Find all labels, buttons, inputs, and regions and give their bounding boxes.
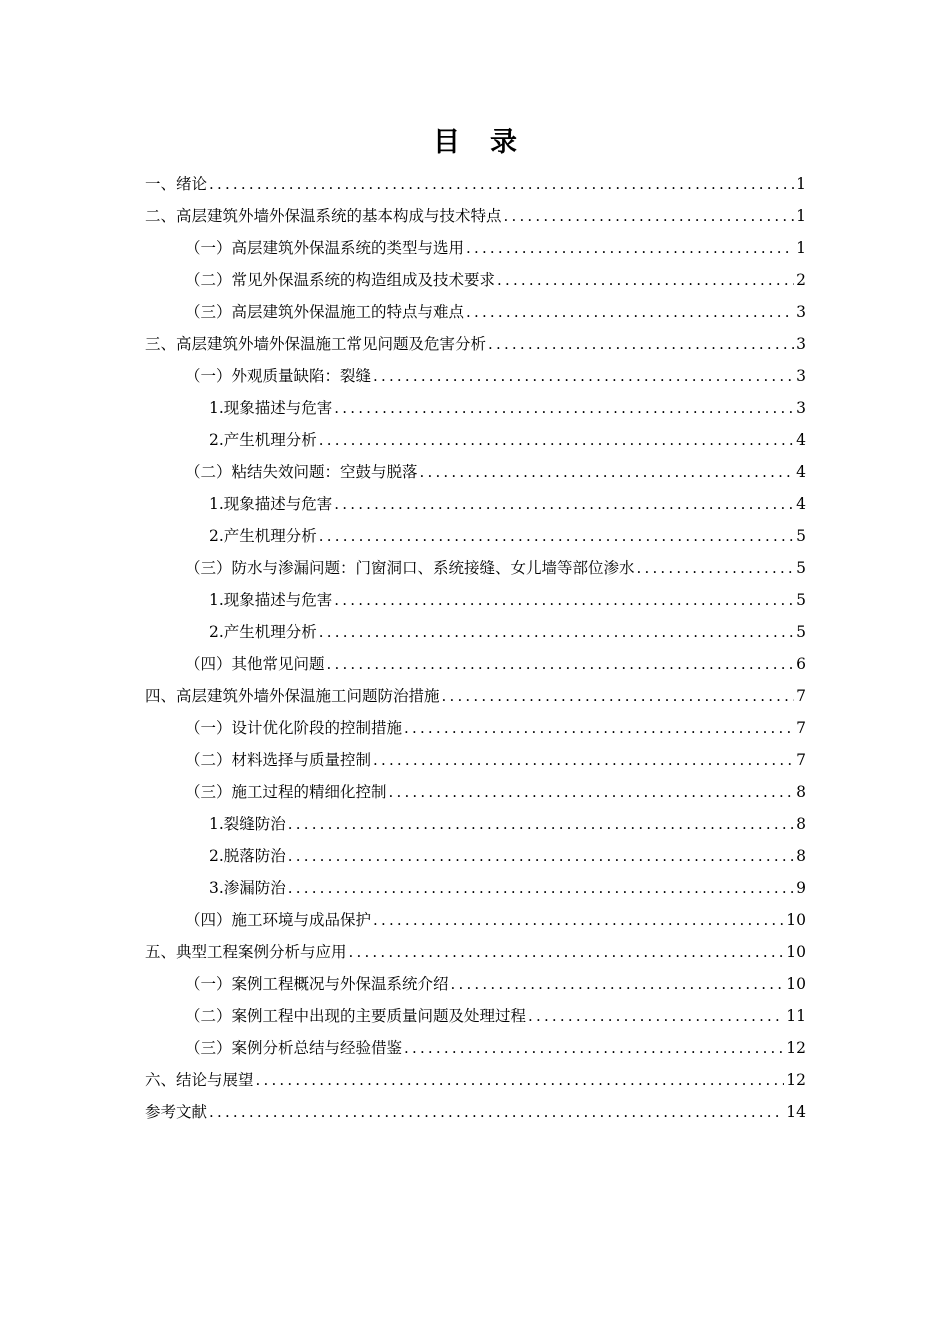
- toc-leader-dots: [373, 360, 794, 392]
- toc-entry: [145, 904, 806, 936]
- toc-entry: [145, 680, 806, 712]
- toc-entry-text: 参考文献: [145, 1103, 208, 1121]
- toc-entry: [145, 936, 806, 968]
- toc-leader-dots: [319, 424, 794, 456]
- toc-page-number: 7: [796, 719, 806, 737]
- toc-entry: [145, 584, 806, 616]
- toc-entry: [145, 328, 806, 360]
- toc-entry-text: 五、典型工程案例分析与应用: [145, 943, 347, 961]
- toc-entry: [145, 296, 806, 328]
- toc-page-number: 9: [796, 879, 806, 897]
- toc-leader-dots: [466, 232, 794, 264]
- toc-page-number: 11: [786, 1007, 806, 1025]
- toc-leader-dots: [389, 776, 795, 808]
- toc-page-number: 5: [796, 623, 806, 641]
- toc-entry: [145, 392, 806, 424]
- toc-leader-dots: [209, 1096, 784, 1128]
- toc-entry: [145, 424, 806, 456]
- toc-page-number: 3: [796, 367, 806, 385]
- toc-entry-text: 六、结论与展望: [145, 1071, 254, 1089]
- toc-page-number: 7: [796, 751, 806, 769]
- toc-leader-dots: [334, 488, 794, 520]
- toc-page-number: 5: [796, 559, 806, 577]
- toc-leader-dots: [334, 584, 794, 616]
- toc-page-number: 1: [796, 175, 806, 193]
- toc-page-number: 7: [796, 687, 806, 705]
- toc-entry-text: 1.裂缝防治: [209, 815, 286, 833]
- toc-page-number: 2: [796, 271, 806, 289]
- toc-entry-text: 2.产生机理分析: [209, 431, 317, 449]
- toc-page-number: 10: [786, 911, 806, 929]
- toc-entry-text: （二）粘结失效问题：空鼓与脱落: [185, 463, 418, 481]
- toc-page-number: 12: [786, 1039, 806, 1057]
- toc-entry-text: （二）常见外保温系统的构造组成及技术要求: [185, 271, 496, 289]
- toc-entry: [145, 1096, 806, 1128]
- toc-page-number: 10: [786, 975, 806, 993]
- toc-entry: [145, 1032, 806, 1064]
- toc-entry: [145, 232, 806, 264]
- toc-entry: [145, 840, 806, 872]
- toc-page-number: 5: [796, 591, 806, 609]
- toc-leader-dots: [451, 968, 785, 1000]
- toc-leader-dots: [637, 552, 795, 584]
- toc-leader-dots: [209, 168, 794, 200]
- toc-list: [145, 168, 806, 1128]
- toc-entry-text: （三）高层建筑外保温施工的特点与难点: [185, 303, 465, 321]
- toc-entry: [145, 520, 806, 552]
- toc-page-number: 4: [796, 431, 806, 449]
- toc-entry: [145, 456, 806, 488]
- toc-leader-dots: [404, 1032, 784, 1064]
- toc-entry-text: （一）高层建筑外保温系统的类型与选用: [185, 239, 465, 257]
- toc-page-number: 6: [796, 655, 806, 673]
- toc-leader-dots: [466, 296, 794, 328]
- toc-entry-text: （二）案例工程中出现的主要质量问题及处理过程: [185, 1007, 527, 1025]
- toc-page-number: 3: [796, 335, 806, 353]
- toc-entry: [145, 1064, 806, 1096]
- toc-leader-dots: [373, 744, 794, 776]
- toc-entry: [145, 488, 806, 520]
- toc-entry-text: 3.渗漏防治: [209, 879, 286, 897]
- toc-leader-dots: [334, 392, 794, 424]
- toc-entry-text: 1.现象描述与危害: [209, 495, 333, 513]
- toc-page-number: 1: [796, 207, 806, 225]
- toc-page-number: 10: [786, 943, 806, 961]
- toc-page-number: 4: [796, 495, 806, 513]
- toc-entry-text: （四）其他常见问题: [185, 655, 325, 673]
- toc-entry-text: （三）防水与渗漏问题：门窗洞口、系统接缝、女儿墙等部位渗水: [185, 559, 635, 577]
- toc-page-number: 12: [786, 1071, 806, 1089]
- toc-entry: [145, 648, 806, 680]
- toc-entry: [145, 616, 806, 648]
- toc-leader-dots: [288, 872, 794, 904]
- toc-leader-dots: [528, 1000, 784, 1032]
- toc-entry-text: （三）施工过程的精细化控制: [185, 783, 387, 801]
- toc-leader-dots: [404, 712, 794, 744]
- toc-page-number: 3: [796, 303, 806, 321]
- toc-page-number: 3: [796, 399, 806, 417]
- toc-entry: [145, 776, 806, 808]
- toc-entry: [145, 552, 806, 584]
- toc-leader-dots: [319, 616, 794, 648]
- toc-entry: [145, 200, 806, 232]
- toc-leader-dots: [288, 808, 794, 840]
- toc-leader-dots: [442, 680, 795, 712]
- toc-entry-text: 2.脱落防治: [209, 847, 286, 865]
- toc-entry: [145, 168, 806, 200]
- toc-page-number: 8: [796, 783, 806, 801]
- toc-entry-text: 1.现象描述与危害: [209, 591, 333, 609]
- toc-entry: [145, 744, 806, 776]
- toc-page-number: 14: [786, 1103, 806, 1121]
- toc-entry-text: （四）施工环境与成品保护: [185, 911, 372, 929]
- toc-leader-dots: [327, 648, 795, 680]
- toc-leader-dots: [349, 936, 785, 968]
- toc-entry: [145, 712, 806, 744]
- toc-leader-dots: [319, 520, 794, 552]
- toc-page-number: 5: [796, 527, 806, 545]
- toc-leader-dots: [497, 264, 794, 296]
- toc-entry-text: （一）案例工程概况与外保温系统介绍: [185, 975, 449, 993]
- toc-page-number: 8: [796, 847, 806, 865]
- toc-leader-dots: [420, 456, 795, 488]
- toc-page-number: 4: [796, 463, 806, 481]
- toc-entry: [145, 968, 806, 1000]
- toc-entry-text: 2.产生机理分析: [209, 623, 317, 641]
- toc-entry-text: 2.产生机理分析: [209, 527, 317, 545]
- toc-entry-text: 三、高层建筑外墙外保温施工常见问题及危害分析: [145, 335, 487, 353]
- toc-entry-text: 四、高层建筑外墙外保温施工问题防治措施: [145, 687, 440, 705]
- toc-entry: [145, 360, 806, 392]
- toc-entry: [145, 808, 806, 840]
- toc-entry-text: （二）材料选择与质量控制: [185, 751, 372, 769]
- toc-title: 目录: [433, 127, 547, 158]
- toc-leader-dots: [504, 200, 795, 232]
- toc-entry-text: 二、高层建筑外墙外保温系统的基本构成与技术特点: [145, 207, 502, 225]
- toc-entry-text: （一）设计优化阶段的控制措施: [185, 719, 403, 737]
- toc-entry-text: （一）外观质量缺陷：裂缝: [185, 367, 372, 385]
- toc-entry-text: （三）案例分析总结与经验借鉴: [185, 1039, 403, 1057]
- toc-page-number: 8: [796, 815, 806, 833]
- toc-leader-dots: [256, 1064, 785, 1096]
- toc-entry: [145, 1000, 806, 1032]
- toc-leader-dots: [488, 328, 794, 360]
- toc-entry-text: 1.现象描述与危害: [209, 399, 333, 417]
- toc-page-number: 1: [796, 239, 806, 257]
- toc-leader-dots: [288, 840, 794, 872]
- toc-entry-text: 一、绪论: [145, 175, 208, 193]
- toc-entry: [145, 872, 806, 904]
- toc-leader-dots: [373, 904, 784, 936]
- toc-entry: [145, 264, 806, 296]
